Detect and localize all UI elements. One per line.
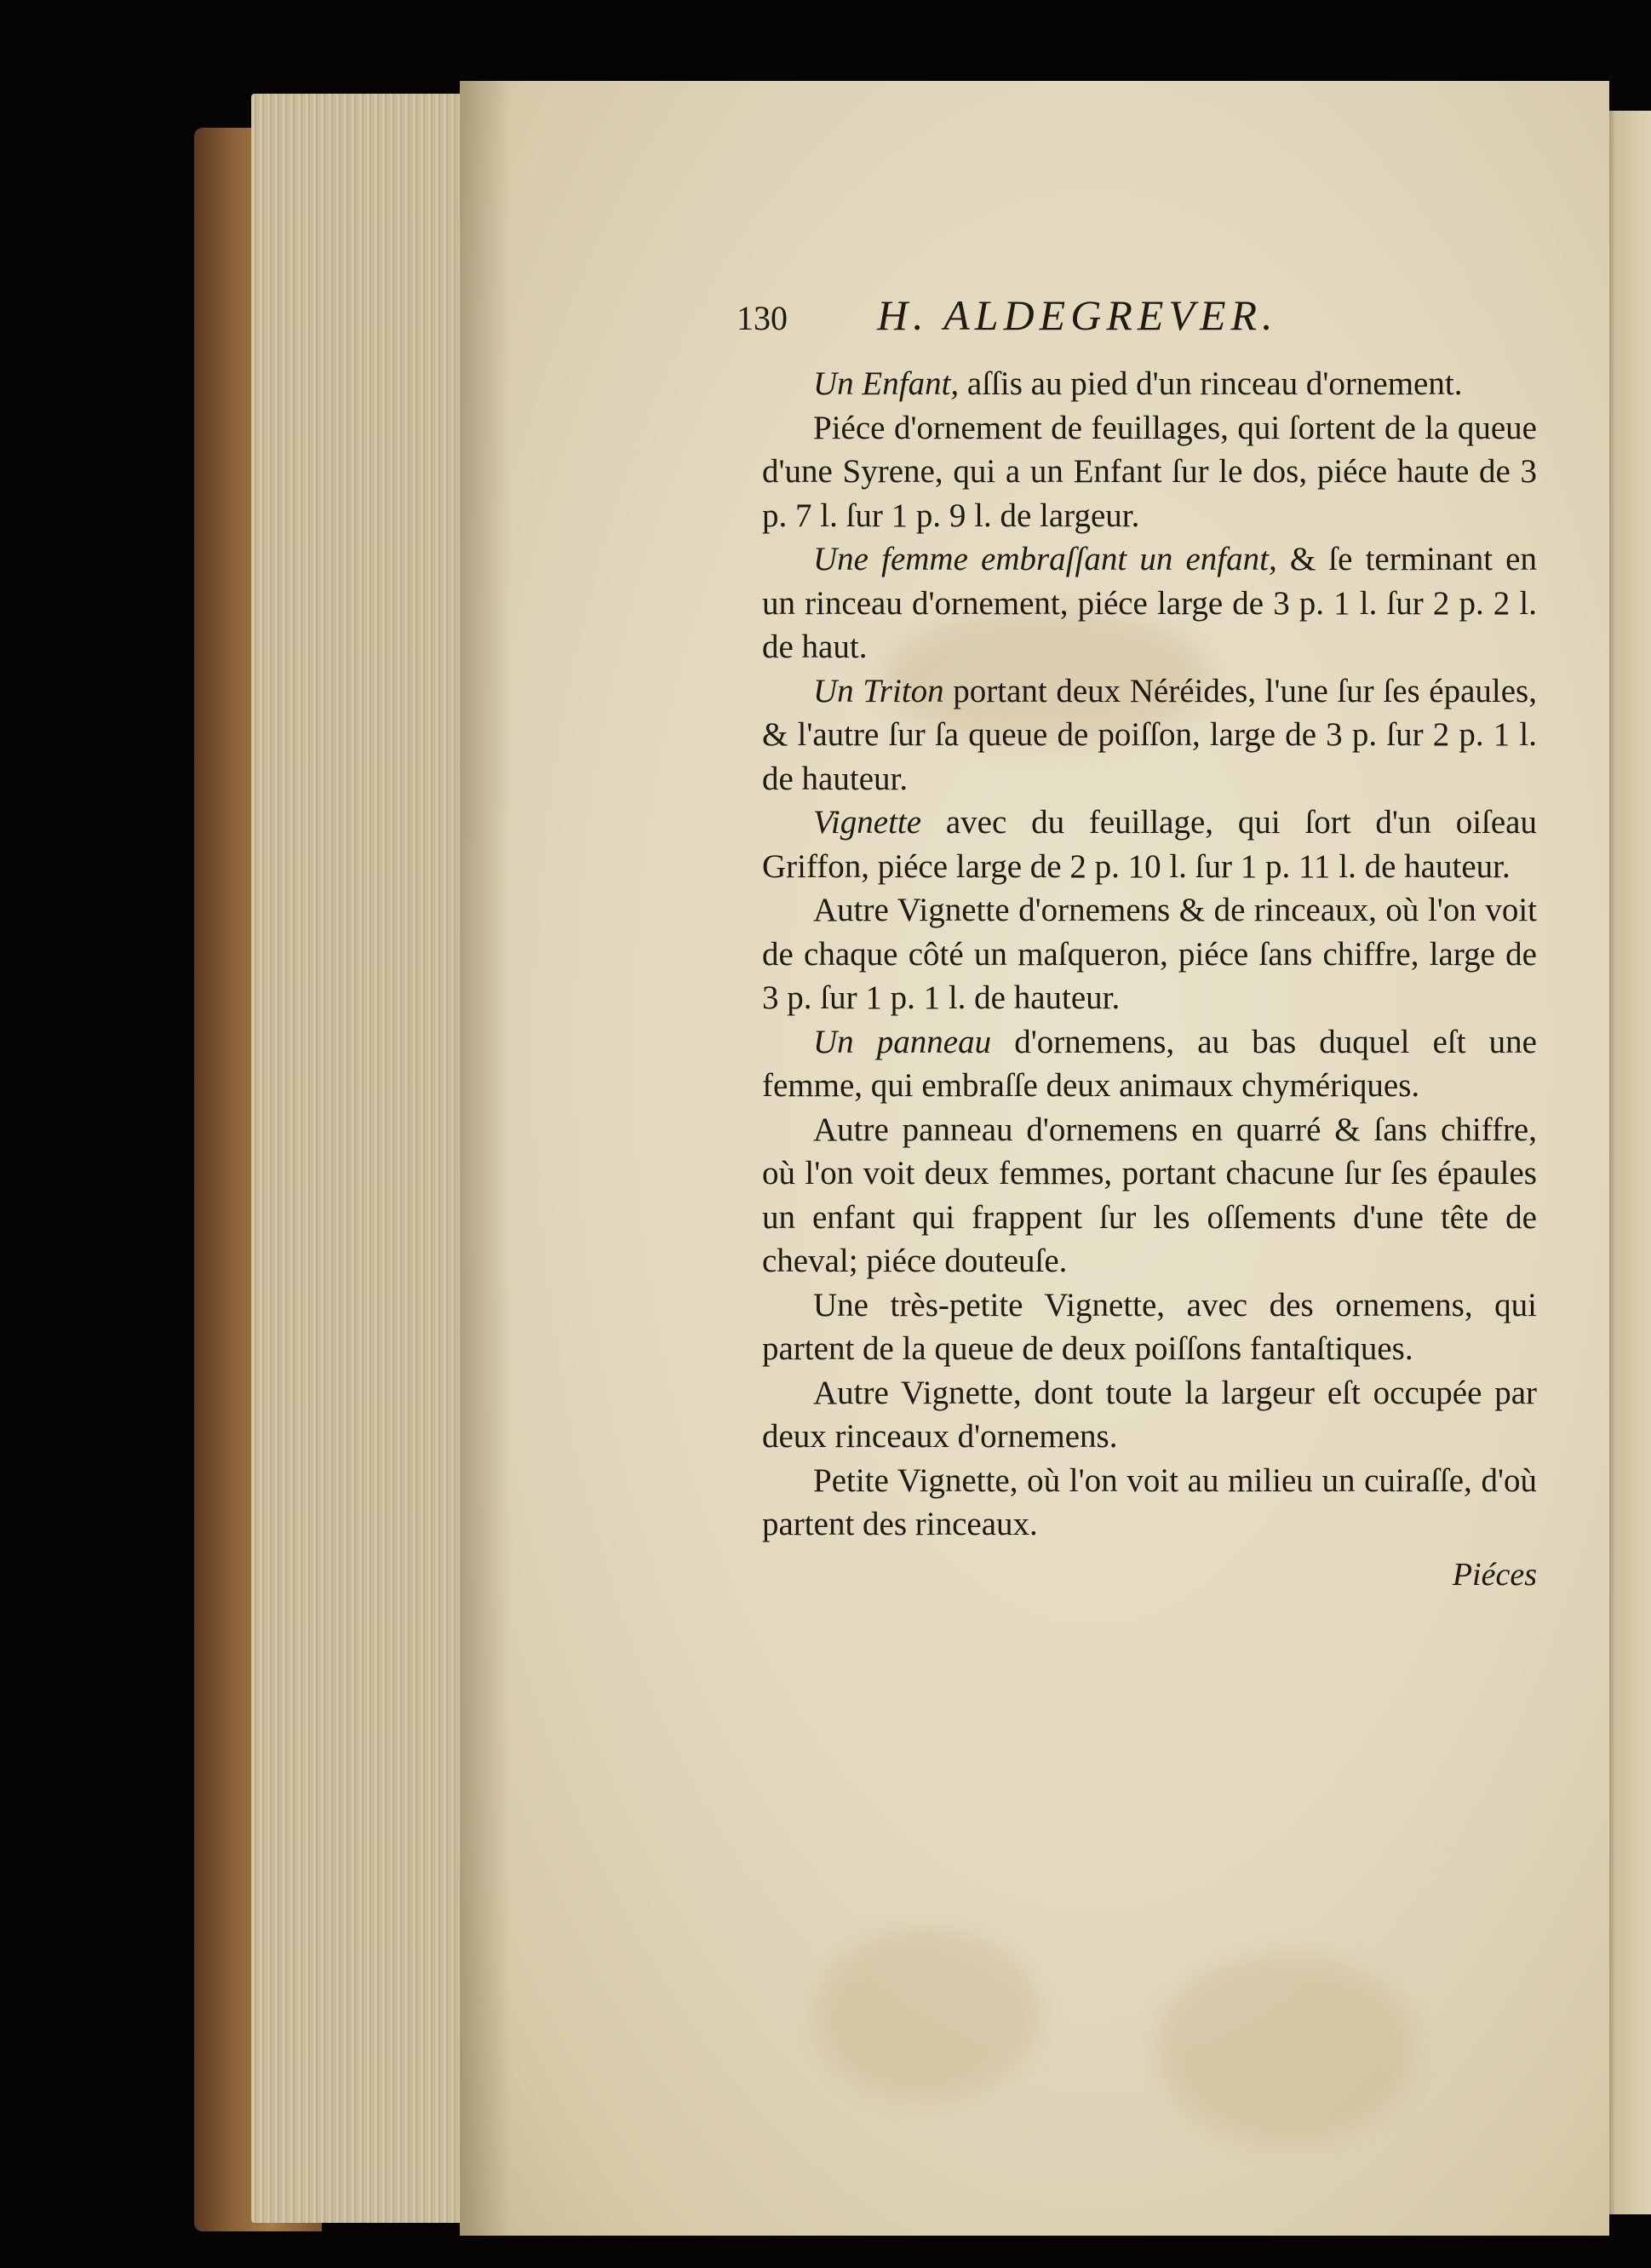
entry-text: d'ornemens, au bas duquel eſt une femme, qui embraſſe deux animaux chymériques. bbox=[762, 1023, 1537, 1104]
catalogue-entry bbox=[762, 1459, 1537, 1547]
entry-lead: Un Triton bbox=[813, 672, 944, 709]
page-edges bbox=[251, 94, 468, 2223]
catalogue-entry bbox=[762, 362, 1537, 406]
entry-text: Autre panneau d'ornemens en quarré & ſans chiffre, où l'on voit deux femmes, portant chacune ſur ſes épaules un enfant qui frappent ſur les oſſements d'une tête de cheval; piéce douteuſe. bbox=[762, 1111, 1537, 1279]
page-header bbox=[737, 291, 1537, 362]
entry-text: & ſe terminant en un rinceau d'ornement, piéce large de 3 p. 1 l. ſur 2 p. 2 l. de haut. bbox=[762, 541, 1537, 665]
catalogue-entry bbox=[762, 801, 1537, 888]
entry-text: Petite Vignette, où l'on voit au milieu un cuiraſſe, d'où partent des rinceaux. bbox=[762, 1461, 1537, 1542]
catalogue-entry bbox=[762, 1371, 1537, 1459]
catalogue-entry bbox=[762, 1283, 1537, 1371]
catalogue-entry bbox=[762, 537, 1537, 669]
paper-stain bbox=[1158, 1955, 1413, 2142]
running-head: H. ALDEGREVER. bbox=[877, 291, 1278, 339]
entry-lead: Vignette bbox=[813, 804, 922, 841]
entry-text: aſſis au pied d'un rinceau d'ornement. bbox=[959, 365, 1463, 402]
entry-lead: Un panneau bbox=[813, 1023, 992, 1060]
catalogue-entry bbox=[762, 669, 1537, 801]
paper-stain bbox=[817, 1929, 1039, 2099]
entry-text: Autre Vignette d'ornemens & de rinceaux, où l'on voit de chaque côté un maſqueron, piéce ſans chiffre, large de 3 p. ſur 1 p. 1 l. de hauteur. bbox=[762, 892, 1537, 1016]
catalogue-entry bbox=[762, 1020, 1537, 1108]
entry-text: avec du feuillage, qui ſort d'un oiſeau Griffon, piéce large de 2 p. 10 l. ſur 1 p. 11 l. de hauteur. bbox=[762, 804, 1537, 885]
catalogue-entry bbox=[762, 888, 1537, 1020]
entry-text: Piéce d'ornement de feuillages, qui ſortent de la queue d'une Syrene, qui a un Enfant ſur le dos, piéce haute de 3 p. 7 l. ſur 1 p. 9 l. de largeur. bbox=[762, 409, 1537, 534]
text-block bbox=[737, 291, 1537, 1597]
catalogue-entry bbox=[762, 406, 1537, 538]
entry-lead: Une femme embraſſant un enfant, bbox=[813, 541, 1277, 577]
catalogue-entry bbox=[762, 1108, 1537, 1283]
entry-text: Une très-petite Vignette, avec des ornemens, qui partent de la queue de deux poiſſons fantaſtiques. bbox=[762, 1286, 1537, 1367]
page-number: 130 bbox=[737, 299, 788, 337]
gutter-shadow bbox=[460, 81, 511, 2236]
entry-text: Autre Vignette, dont toute la largeur eſt occupée par deux rinceaux d'ornemens. bbox=[762, 1374, 1537, 1455]
catchword: Piéces bbox=[1452, 1556, 1537, 1593]
entry-text: portant deux Néréides, l'une ſur ſes épaules, & l'autre ſur ſa queue de poiſſon, large de 3 p. ſur 2 p. 1 l. de hauteur. bbox=[762, 672, 1537, 797]
entry-lead: Un Enfant, bbox=[813, 365, 960, 402]
